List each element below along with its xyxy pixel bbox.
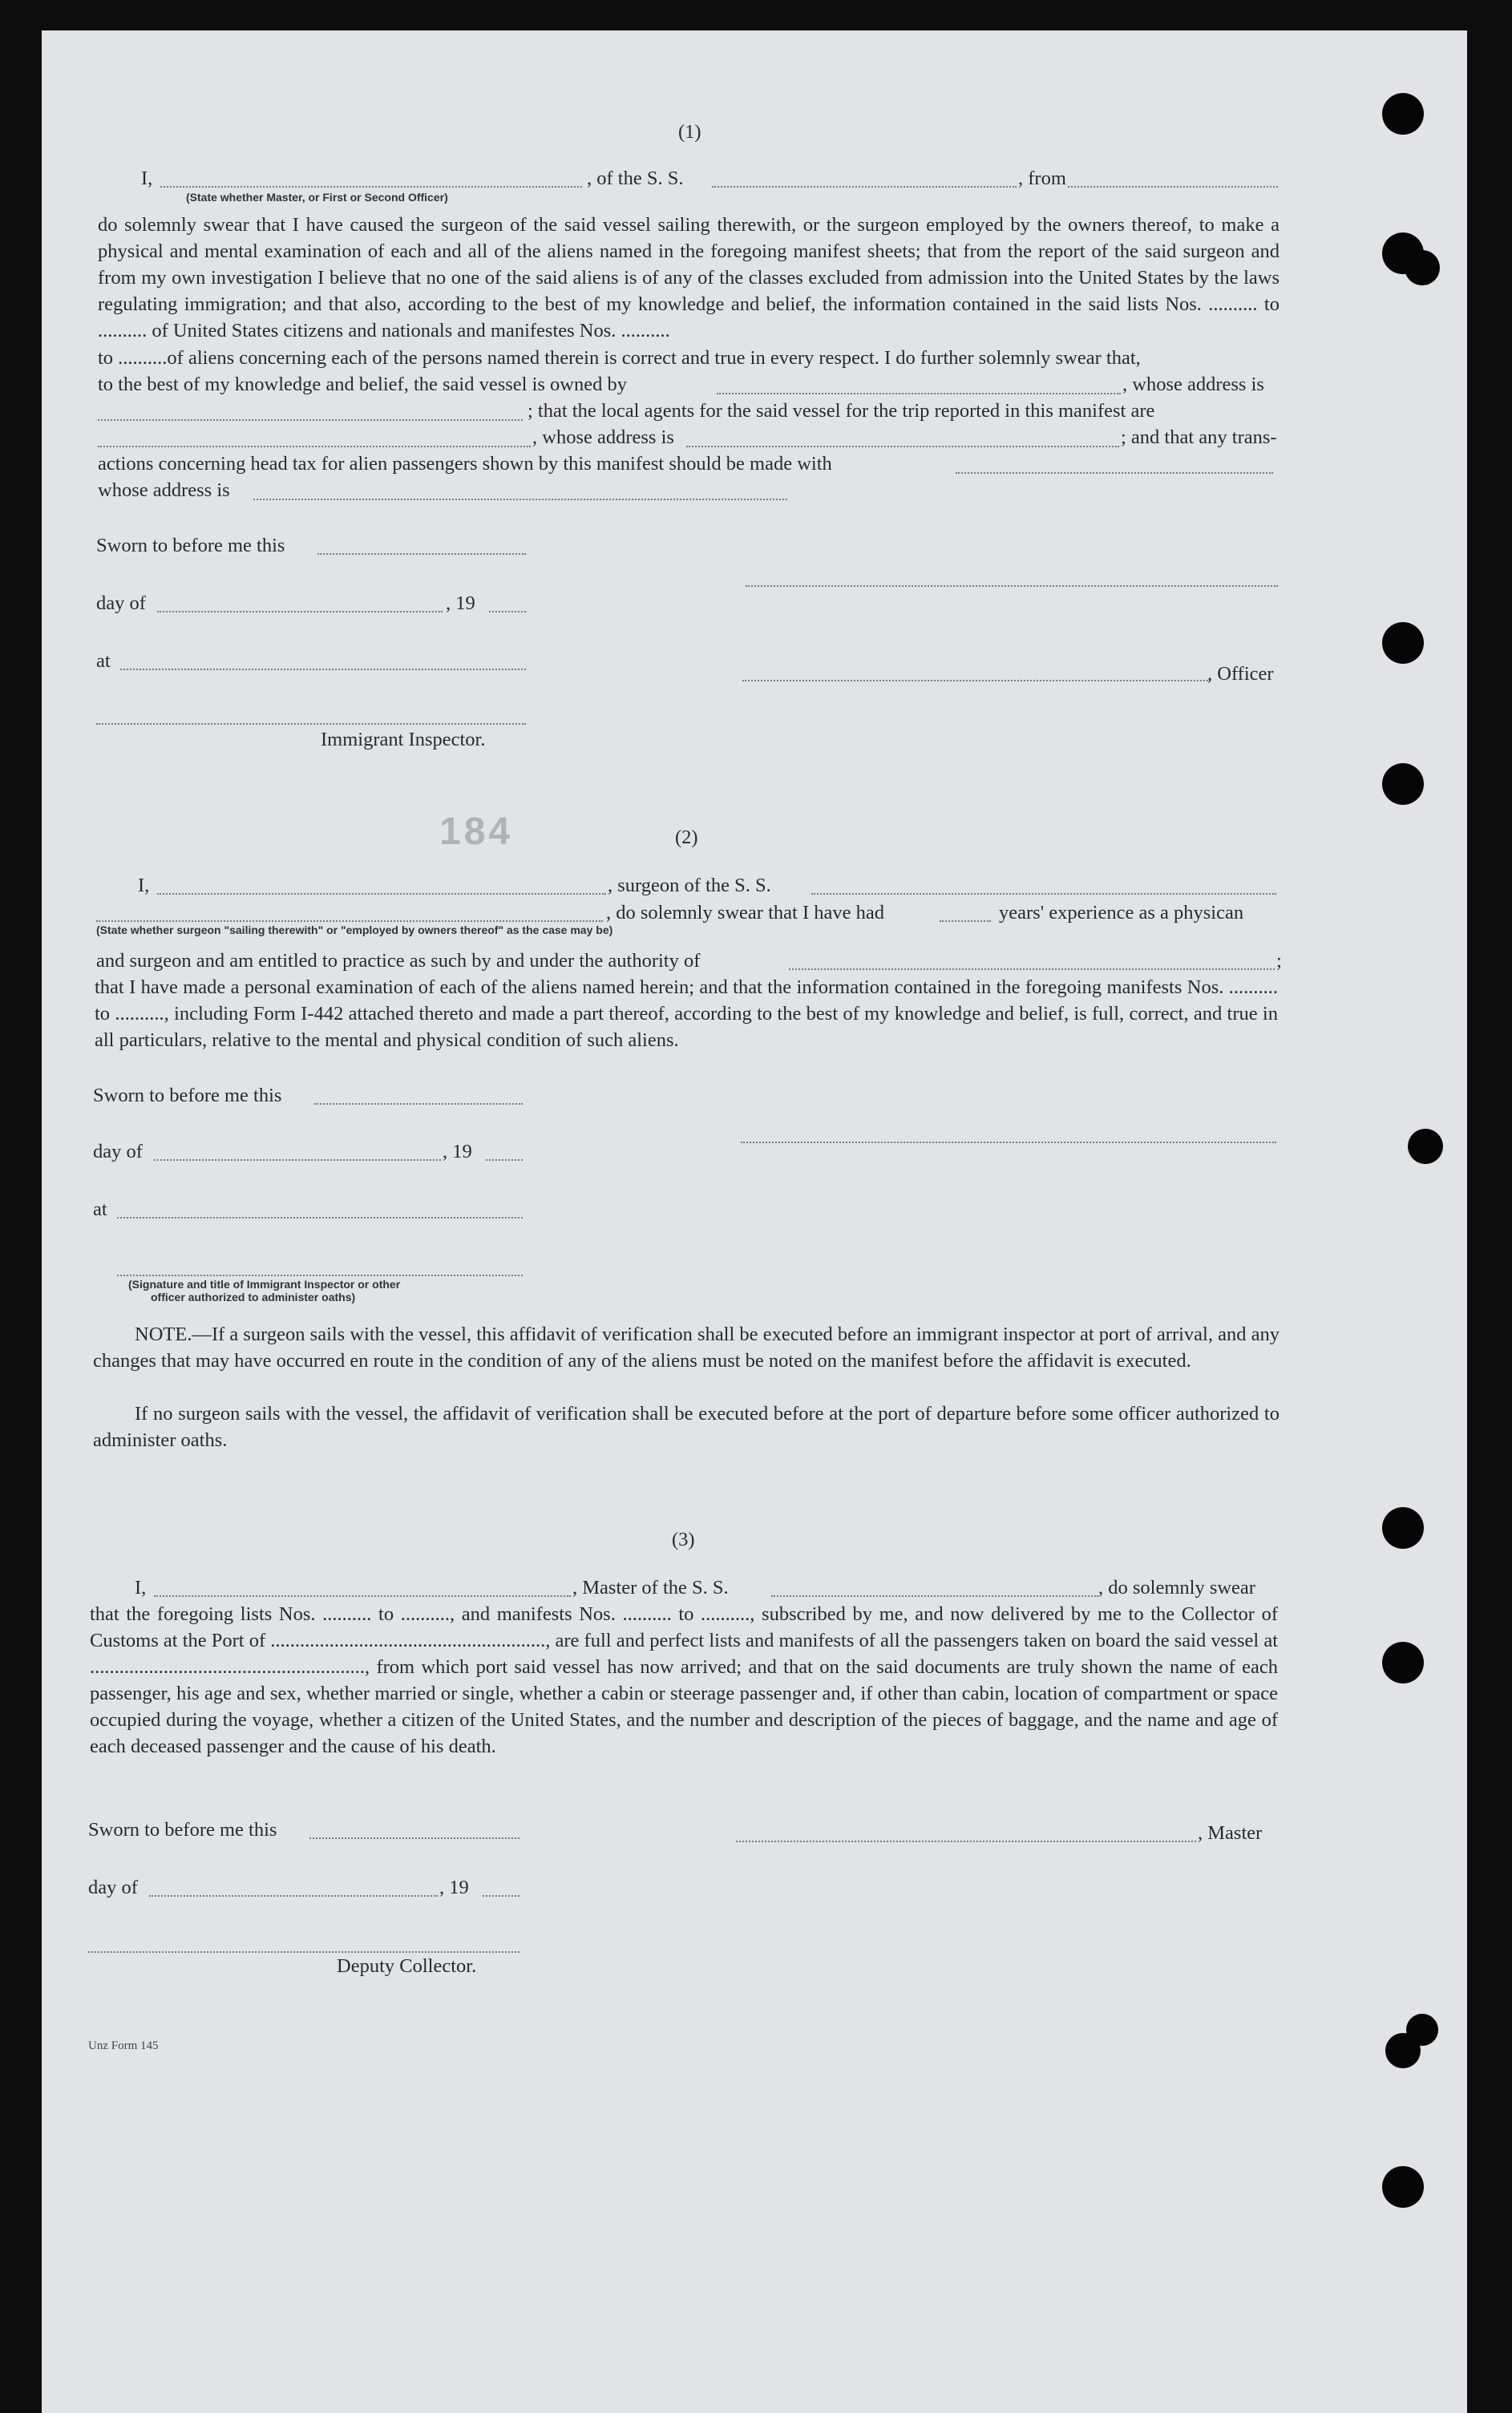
- form-number: Unz Form 145: [88, 2039, 159, 2052]
- master-of-label: , Master of the S. S.: [572, 1577, 729, 1599]
- officer-name-field[interactable]: [160, 186, 582, 188]
- surgeon-of-label: , surgeon of the S. S.: [608, 875, 771, 896]
- head-tax-address-field[interactable]: [253, 499, 787, 500]
- day-of-label-2: day of: [93, 1141, 143, 1162]
- sworn-date-field-2[interactable]: [314, 1103, 523, 1105]
- section-2-vessel-field[interactable]: [811, 893, 1276, 895]
- section-1-number: (1): [678, 121, 701, 143]
- section-1-whose-address: , whose address is: [1122, 374, 1264, 395]
- sworn-date-field-3[interactable]: [309, 1837, 519, 1839]
- signature-note-2: officer authorized to administer oaths): [151, 1291, 356, 1304]
- sworn-label-3: Sworn to before me this: [88, 1819, 277, 1841]
- vessel-name-field[interactable]: [712, 186, 1017, 188]
- do-solemnly-swear-label: , do solemnly swear: [1098, 1577, 1255, 1599]
- year-field-2[interactable]: [486, 1159, 523, 1161]
- master-signature-line[interactable]: [736, 1841, 1196, 1842]
- years-experience-field[interactable]: [940, 920, 991, 922]
- section-3-i-label: I,: [135, 1577, 147, 1599]
- inspector-signature-line[interactable]: [96, 723, 526, 725]
- section-1-agents: ; that the local agents for the said vessel for the trip reported in this manifest are: [528, 400, 1155, 422]
- year-label-2: , 19: [443, 1141, 472, 1162]
- sworn-date-field-1[interactable]: [317, 553, 526, 555]
- sworn-label-1: Sworn to before me this: [96, 535, 285, 556]
- section-2-body: that I have made a personal examination of each of the aliens named herein; and that the information contained in the foregoing manifests Nos. .......... to .........., including Form I-442 attached thereto and made a part thereof, according to the best of my knowledge and belief, is full, correct, and true in all particulars, relative to the mental and physical condition of such aliens.: [95, 976, 1278, 1051]
- at-field-2[interactable]: [117, 1217, 523, 1219]
- day-of-field-3[interactable]: [149, 1895, 438, 1897]
- signature-note-1: (Signature and title of Immigrant Inspector or other: [128, 1278, 401, 1291]
- at-label-2: at: [93, 1198, 107, 1220]
- no-surgeon-note-paragraph: If no surgeon sails with the vessel, the affidavit of verification shall be executed before at the port of departure before some officer authorized to administer oaths.: [93, 1403, 1280, 1451]
- section-2-entitled: and surgeon and am entitled to practice as such by and under the authority of: [96, 950, 701, 972]
- inspector-signature-line-2[interactable]: [117, 1275, 523, 1276]
- day-of-field-2[interactable]: [154, 1159, 441, 1161]
- year-label-1: , 19: [446, 592, 475, 614]
- binder-hole: [1382, 93, 1424, 135]
- section-3-body: that the foregoing lists Nos. .......... to .........., and manifests Nos. .......... to .........., subscribed by me, and now delivered by me to the Collector of Customs at the Port of ........................................................, are full and perfect lists and manifests of all the passengers taken on board the said vessel at ........................................................, from which port said vessel has now arrived; and that on the said documents are truly shown the name of each passenger, his age and sex, whether married or single, whether a cabin or steerage passenger and, if other than cabin, location of compartment or space occupied during the voyage, whether a citizen of the United States, and the number and description of the pieces of baggage, and the name and age of each deceased passenger and the cause of his death.: [90, 1603, 1278, 1757]
- surgeon-name-field[interactable]: [157, 893, 606, 895]
- officer-signature-line[interactable]: [746, 585, 1278, 587]
- page-stamp: 184: [439, 810, 514, 853]
- binder-hole: [1408, 1129, 1443, 1164]
- agents-field[interactable]: [98, 446, 531, 447]
- section-1-whose-address-2: , whose address is: [532, 426, 674, 448]
- deputy-collector-label: Deputy Collector.: [337, 1955, 477, 1977]
- solemnly-swear-label: , do solemnly swear that I have had: [606, 902, 884, 924]
- surgeon-note: (State whether surgeon "sailing therewith" or "employed by owners thereof" as the case may be): [96, 924, 613, 936]
- section-3-vessel-field[interactable]: [771, 1595, 1098, 1597]
- year-label-3: , 19: [439, 1877, 469, 1898]
- binder-hole: [1405, 250, 1440, 285]
- day-of-field-1[interactable]: [157, 611, 443, 612]
- officer-name-line[interactable]: [742, 680, 1211, 681]
- section-1-whose-address-3: whose address is: [98, 479, 230, 501]
- binder-hole: [1382, 1507, 1424, 1549]
- officer-note: (State whether Master, or First or Second Officer): [186, 191, 448, 204]
- year-field-3[interactable]: [483, 1895, 519, 1897]
- section-1-owned-by: to the best of my knowledge and belief, the said vessel is owned by: [98, 374, 627, 395]
- binder-hole: [1382, 763, 1424, 805]
- section-2-i-label: I,: [138, 875, 150, 896]
- binder-hole: [1406, 2014, 1438, 2046]
- owner-address-field[interactable]: [98, 419, 523, 421]
- from-label: , from: [1018, 168, 1066, 189]
- section-2-semicolon: ;: [1276, 950, 1282, 972]
- immigrant-inspector-label: Immigrant Inspector.: [321, 729, 486, 750]
- section-1-actions: actions concerning head tax for alien passengers shown by this manifest should be made with: [98, 453, 832, 475]
- binder-hole: [1382, 622, 1424, 664]
- from-port-field[interactable]: [1068, 186, 1278, 188]
- surgeon-note-paragraph: NOTE.—If a surgeon sails with the vessel, this affidavit of verification shall be executed before an immigrant inspector at port of arrival, and any changes that may have occurred en route in the condition of any of the aliens must be noted on the manifest before the affidavit is executed.: [93, 1324, 1280, 1372]
- agents-address-field[interactable]: [686, 446, 1119, 447]
- sworn-label-2: Sworn to before me this: [93, 1085, 282, 1106]
- surgeon-status-field[interactable]: [96, 920, 603, 922]
- years-experience-label: years' experience as a physican: [999, 902, 1244, 924]
- binder-hole: [1382, 2166, 1424, 2208]
- authority-field[interactable]: [789, 968, 1275, 970]
- section-3-number: (3): [672, 1529, 695, 1550]
- day-of-label-3: day of: [88, 1877, 138, 1898]
- section-1-body: do solemnly swear that I have caused the surgeon of the said vessel sailing therewith, or the surgeon employed by the owners thereof, to make a physical and mental examination of each and all of the aliens named in the foregoing manifest sheets; that from the report of the said surgeon and from my own investigation I believe that no one of the said aliens is of any of the classes excluded from admission into the United States by the laws regulating immigration; and that also, according to the best of my knowledge and belief, the information contained in the said lists Nos. .......... to .......... of United States citizens and nationals and manifestes Nos. ..........: [98, 214, 1280, 342]
- section-1-trans: ; and that any trans-: [1121, 426, 1277, 448]
- head-tax-field[interactable]: [956, 472, 1273, 474]
- at-label-1: at: [96, 650, 111, 672]
- day-of-label-1: day of: [96, 592, 146, 614]
- section-1-line-to: to ..........of aliens concerning each of the persons named therein is correct and true in every respect. I do further solemnly swear that,: [98, 347, 1141, 369]
- master-name-field[interactable]: [154, 1595, 571, 1597]
- year-field-1[interactable]: [489, 611, 526, 612]
- surgeon-signature-line[interactable]: [741, 1142, 1276, 1143]
- master-label: , Master: [1198, 1822, 1263, 1844]
- section-1-i-label: I,: [141, 168, 153, 189]
- owner-field[interactable]: [717, 393, 1121, 394]
- at-field-1[interactable]: [120, 669, 526, 670]
- section-2-number: (2): [675, 827, 698, 848]
- of-ss-label: , of the S. S.: [587, 168, 684, 189]
- officer-label: , Officer: [1207, 663, 1274, 685]
- binder-hole: [1382, 1642, 1424, 1683]
